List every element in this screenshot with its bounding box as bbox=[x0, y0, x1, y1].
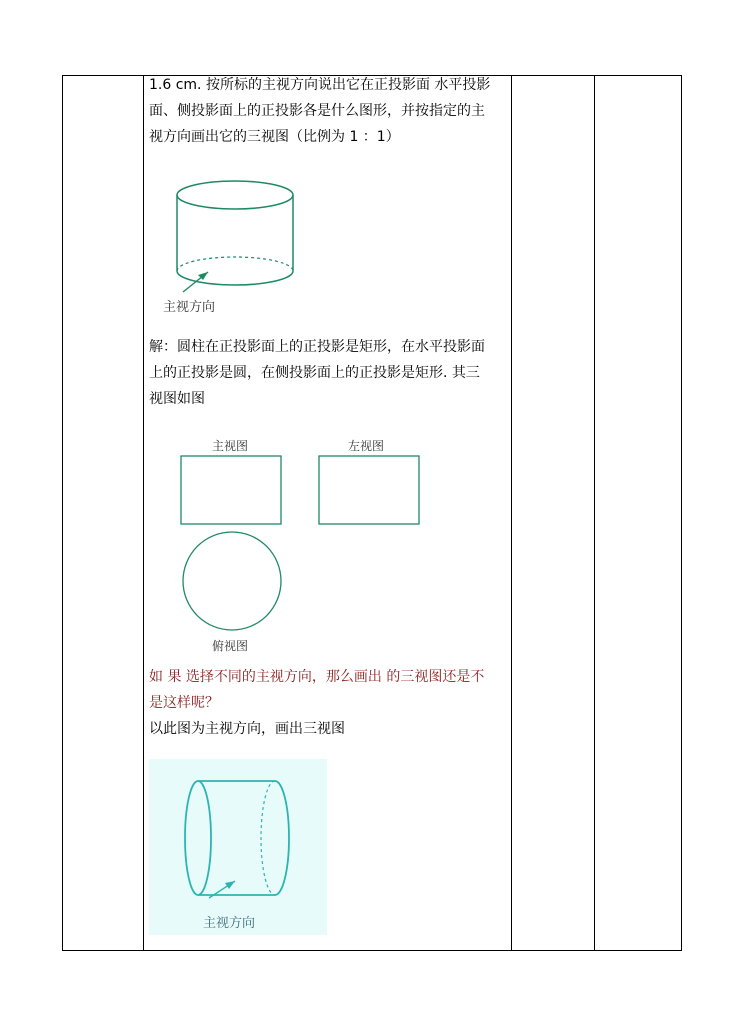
front-view-rectangle bbox=[180, 455, 282, 525]
cylinder-figure bbox=[155, 175, 305, 315]
left-view-rectangle bbox=[318, 455, 420, 525]
problem-line: 视方向画出它的三视图（比例为 1 ：1） bbox=[149, 129, 400, 145]
left-view-label: 左视图 bbox=[348, 439, 385, 453]
question-text bbox=[149, 664, 499, 742]
direction-label: 主视方向 bbox=[163, 300, 216, 315]
task-line: 以此图为主视方向，画出三视图 bbox=[149, 721, 345, 737]
column-divider bbox=[143, 76, 144, 950]
horizontal-cylinder-figure bbox=[149, 759, 327, 935]
top-view-circle bbox=[180, 530, 284, 632]
solution-line: 解：圆柱在正投影面上的正投影是矩形，在水平投影面 bbox=[149, 339, 485, 355]
front-view-label: 主视图 bbox=[212, 439, 249, 453]
question-line: 如 果 选择不同的主视方向，那么画出 的三视图还是不 bbox=[149, 669, 485, 685]
top-view-label: 俯视图 bbox=[212, 639, 249, 653]
direction-label: 主视方向 bbox=[203, 916, 256, 931]
solution-line: 视图如图 bbox=[149, 391, 205, 407]
column-divider bbox=[594, 76, 595, 950]
column-divider bbox=[511, 76, 512, 950]
question-line: 是这样呢？ bbox=[149, 695, 219, 711]
solution-line: 上的正投影是圆，在侧投影面上的正投影是矩形. 其三 bbox=[149, 365, 480, 381]
problem-text bbox=[149, 72, 499, 150]
problem-line: 面、侧投影面上的正投影各是什么图形，并按指定的主 bbox=[149, 103, 485, 119]
solution-text bbox=[149, 334, 499, 412]
problem-line: 1.6 cm. 按所标的主视方向说出它在正投影面 水平投影 bbox=[149, 77, 491, 93]
